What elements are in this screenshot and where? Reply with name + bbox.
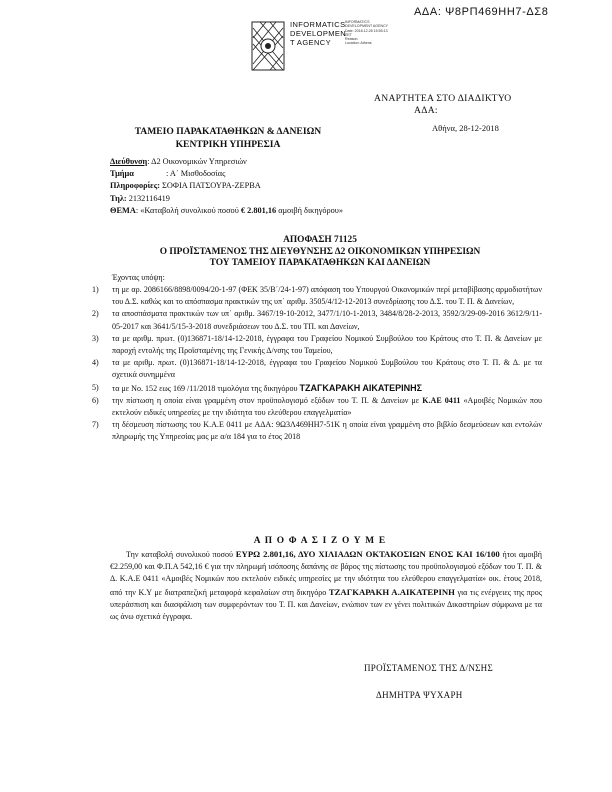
list-item [92,419,542,443]
considerations-list [92,284,542,444]
item-text: την πίστωση η οποία είναι γραμμένη στον προϋπολογισμό εξόδων του Τ. Π. & Δανείων με [112,395,423,405]
decision-text: Την καταβολή συνολικού ποσού [126,550,236,559]
document-metadata [110,156,343,217]
budget-code: Κ.ΑΕ 0411 [422,395,461,405]
ada-header: ΑΔΑ: Ψ8ΡΠ469ΗΗ7-ΔΣ8 [414,6,549,18]
publish-ada-label: ΑΔΑ: [414,105,438,116]
subject-text: : «Καταβολή συνολικού ποσού [135,205,241,215]
subject-row [110,205,343,217]
item-text: τα με αριθμ. πρωτ. (0)136871-18/14-12-2018, έγγραφα του Γραφείου Νομικού Συμβούλου του Κράτους στο Τ. Π. & Δ. με τα σχετικά συνημμένα [112,358,542,380]
agency-line: DEVELOPMEN [290,29,347,38]
subject-text: αμοιβή δικηγόρου» [276,205,344,215]
list-item [92,333,542,357]
decision-paragraph [110,548,542,623]
decision-amount: ΕΥΡΩ 2.801,16, ΔΥΟ ΧΙΛΙΑΔΩΝ ΟΚΤΑΚΟΣΙΩΝ ΕΝΟΣ ΚΑΙ 16/100 [235,549,500,559]
info-label: Πληροφορίες: [110,181,160,191]
organization-header [108,126,348,151]
list-item [92,308,542,332]
agency-name [290,20,346,47]
signature-detail-line: INFORMATICS [345,20,370,24]
subject-amount: € 2.801,16 [240,205,277,215]
section-row [110,168,343,180]
heading-line: ΤΟΥ ΤΑΜΕΙΟΥ ΠΑΡΑΚΑΤΑΘΗΚΩΝ ΚΑΙ ΔΑΝΕΙΩΝ [209,258,431,269]
tel-label: Τηλ: [110,193,127,203]
item-number: 5) [92,382,99,392]
publish-line: ΑΝΑΡΤΗΤΕΑ ΣΤΟ ΔΙΑΔΙΚΤΥΟ [374,93,512,104]
document-date: Αθήνα, 28-12-2018 [432,123,499,133]
item-number: 7) [92,420,99,430]
signature-detail-line: EET [345,32,352,37]
stamp-logo-icon [250,20,286,72]
decision-number: ΑΠΟΦΑΣΗ 71125 [283,235,357,245]
directorate-label: Διεύθυνση [110,157,148,166]
item-number: 4) [92,358,99,368]
decision-lawyer-name: ΤΖΑΓΚΑΡΑΚΗ Α.ΑΙΚΑΤΕΡΙΝΗ [328,586,455,597]
list-item [92,284,542,308]
agency-line: INFORMATICS [290,20,346,29]
item-text: «Αμοιβές Νομικών που εκτελούν ειδικές υπηρεσίες με την ιδιότητα του ελεύθερου επαγγελματία» [112,395,542,418]
decision-text: ήτοι αμοιβή €2.259,00 και Φ.Π.Α 542,16 € για την πληρωμή ισόποσης δαπάνης σε βάρος της πίστωσης του προϋπολογισμού εξόδων του Τ. Π. & Δ. Κ.Α.Ε 0411 «Αμοιβές Νομικών που εκτελούν ειδικές υπηρεσίες με την ιδιότητα του ελεύθερου επαγγελματία» οικ. έτους 2018, από την Κ.Υ με διατραπεζική μεταφορά κεφαλαίων στη δικηγόρο [110,550,542,597]
signature-detail-line: DEVELOPMENT AGENCY [345,24,389,29]
organization-unit: ΚΕΝΤΡΙΚΗ ΥΠΗΡΕΣΙΑ [175,138,281,150]
item-number: 6) [92,395,99,405]
heading-line: Ο ΠΡΟΪΣΤΑΜΕΝΟΣ ΤΗΣ ΔΙΕΥΘΥΝΣΗΣ Δ2 ΟΙΚΟΝΟΜΙΚΩΝ ΥΠΗΡΕΣΙΩΝ [159,246,481,257]
item-text: τη με αρ. 2086166/8898/0094/20-1-97 (ΦΕΚ 35/Β΄/24-1-97) απόφαση του Υπουργού Οικονομικών περί μεταβίβασης αρμοδιοτήτων του Δ.Σ. καθώς και το απόσπασμα πρακτικών της υπ΄ αριθμ. 3505/4/12-12-2013 συνεδρίασης του Δ.Σ. του Τ. Π. & Δανείων, [112,285,542,307]
lawyer-name: ΤΖΑΓΚΑΡΑΚΗ ΑΙΚΑΤΕΡΙΝΗΣ [299,382,423,393]
info-row [110,180,343,192]
item-text: τη δέσμευση πίστωσης του Κ.Α.Ε 0411 με ΑΔΑ: 9Ω3Λ469ΗΗ7-51Κ η οποία είναι γραμμένη στο βιβλίο δεσμεύσεων και εντολών πληρωμής της Υπηρεσίας μας με α/α 184 για το έτος 2018 [112,420,542,442]
signature-detail-line: Reason: [345,37,359,42]
item-text: τα με Νο. 152 εως 169 /11/2018 τιμολόγια της δικηγόρου [112,383,300,393]
considering-label: Έχοντας υπόψη: [112,273,165,282]
decide-heading: Α Π Ο Φ Α Σ Ι Ζ Ο Υ Μ Ε [253,536,387,546]
tel-row [110,193,343,205]
decision-heading [60,235,580,270]
organization-name: ΤΑΜΕΙΟ ΠΑΡΑΚΑΤΑΘΗΚΩΝ & ΔΑΝΕΙΩΝ [134,126,322,137]
decision-text: για τις ενέργειες της προς υπεράσπιση και διασφάλιση των συμφερόντων του Τ. Π. και Δανείων, ενώπιον των εν γένει πολιτικών Δικαστηρίων σύμφωνα με τα ως άνω σχετικά έγγραφα. [110,587,542,622]
list-item [92,382,542,395]
list-item [92,357,542,381]
section-value: : Α΄ Μισθοδοσίας [166,169,226,179]
section-label: Τμήμα [110,169,134,179]
signature-detail-line: Location: Athens [345,41,372,46]
item-number: 1) [92,285,99,294]
signer-name: ΔΗΜΗΤΡΑ ΨΥΧΑΡΗ [376,690,463,700]
subject-label: ΘΕΜΑ [110,205,136,215]
signature-detail-line: Date: 2018.12.28 15:55:13 [345,28,388,33]
info-value: ΣΟΦΙΑ ΠΑΤΣΟΥΡΑ-ΖΕΡΒΑ [159,181,261,191]
directorate-value: : Δ2 Οικονομικών Υπηρεσιών [147,157,247,166]
publish-notice [374,93,511,117]
item-number: 2) [92,309,99,319]
signer-title: ΠΡΟΪΣΤΑΜΕΝΟΣ ΤΗΣ Δ/ΝΣΗΣ [364,663,493,673]
tel-value: 2132116419 [126,193,170,203]
item-text: τα με αριθμ. πρωτ. (0)136871-18/14-12-2018, έγγραφα του Γραφείου Νομικού Συμβούλου του Κράτους στο Τ. Π. & Δανείων με παροχή εντολής της Προϊσταμένης της Γενικής Δ/νσης του Ταμείου, [112,333,542,356]
agency-line: T AGENCY [290,38,331,47]
signature-details [345,20,415,46]
item-number: 3) [92,333,99,343]
item-text: τα αποσπάσματα πρακτικών των υπ΄ αριθμ. 3467/19-10-2012, 3477/1/10-1-2013, 3484/8/28-2-2013, 3592/3/29-09-2016 3612/9/11-05-2017 και 3641/5/15-3-2018 συνεδριάσεων του Δ.Σ. του ΤΠ. και Δανείων, [112,309,542,331]
directorate-row [110,156,343,168]
list-item [92,395,542,419]
